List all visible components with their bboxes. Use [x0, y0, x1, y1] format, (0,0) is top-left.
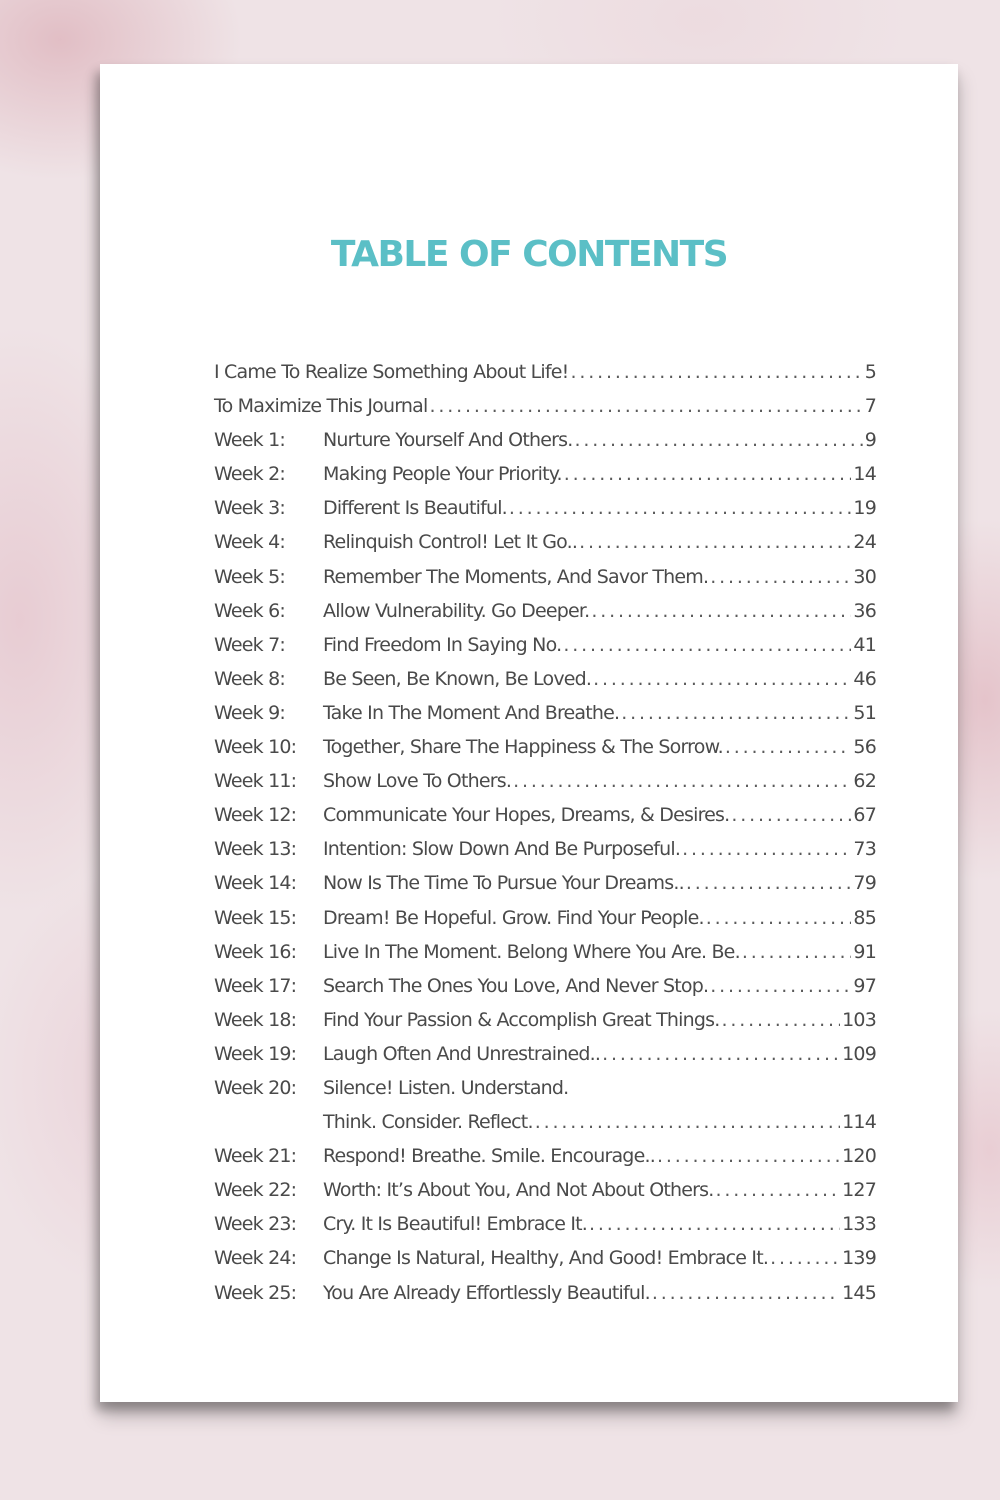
toc-week-label: Week 11:: [214, 770, 297, 793]
toc-entry: [214, 600, 876, 634]
toc-page-number: 5: [864, 361, 876, 383]
toc-entry-title: Nurture Yourself And Others.: [323, 429, 573, 452]
toc-dot-leader: [591, 600, 851, 622]
toc-entry-title: Find Your Passion & Accomplish Great Things.: [323, 1008, 720, 1031]
toc-entry-title: Be Seen, Be Known, Be Loved.: [323, 667, 592, 690]
toc-week-label: Week 25:: [214, 1281, 297, 1304]
toc-dot-leader: [657, 1145, 840, 1167]
toc-page-number: 127: [842, 1179, 876, 1202]
toc-week-label: Week 1:: [214, 429, 285, 452]
toc-dot-leader: [563, 634, 851, 656]
toc-entry-title: Respond! Breathe. Smile. Encourage..: [323, 1145, 655, 1168]
toc-dot-leader: [710, 566, 851, 588]
toc-entry-title: Different Is Beautiful.: [323, 497, 507, 520]
toc-dot-leader: [715, 1179, 840, 1201]
toc-entry: [214, 872, 876, 906]
toc-entry: [214, 907, 876, 941]
toc-week-label: Week 4:: [214, 531, 285, 554]
toc-entry-title: Search The Ones You Love, And Never Stop.: [323, 974, 709, 997]
toc-dot-leader: [686, 872, 852, 894]
toc-page-number: 97: [853, 974, 876, 997]
toc-page-number: 103: [842, 1008, 876, 1031]
toc-entry-title: Take In The Moment And Breathe.: [323, 701, 620, 724]
toc-page-number: 114: [842, 1111, 876, 1134]
toc-week-label: Week 21:: [214, 1145, 297, 1168]
toc-page-number: 91: [853, 940, 876, 963]
toc-page-number: 109: [842, 1042, 876, 1065]
toc-dot-leader: [574, 429, 862, 451]
toc-entry: [214, 1282, 876, 1316]
toc-dot-leader: [621, 702, 851, 724]
toc-entry: [214, 531, 876, 565]
toc-entry: [214, 1179, 876, 1213]
toc-entry-title: To Maximize This Journal: [214, 395, 428, 418]
toc-entry: [214, 1043, 876, 1077]
toc-week-label: Week 15:: [214, 906, 297, 929]
toc-dot-leader: [593, 668, 851, 690]
toc-week-label: Week 16:: [214, 940, 297, 963]
toc-dot-leader: [602, 1043, 840, 1065]
toc-entry: [214, 1111, 876, 1145]
toc-page-number: 56: [853, 736, 876, 759]
toc-entry-title: Live In The Moment. Belong Where You Are. Be.: [323, 940, 740, 963]
toc-week-label: Week 20:: [214, 1076, 297, 1099]
toc-entry: [214, 1009, 876, 1043]
toc-entry: [214, 1077, 876, 1111]
toc-entry-title: Communicate Your Hopes, Dreams, & Desires.: [323, 804, 730, 827]
toc-dot-leader: [710, 975, 851, 997]
toc-week-label: Week 7:: [214, 633, 285, 656]
toc-page-number: 79: [853, 872, 876, 895]
toc-week-label: Week 22:: [214, 1179, 297, 1202]
toc-dot-leader: [742, 941, 852, 963]
toc-dot-leader: [706, 907, 852, 929]
page-title: TABLE OF CONTENTS: [330, 234, 728, 275]
toc-entry: [214, 770, 876, 804]
toc-week-label: Week 13:: [214, 838, 297, 861]
toc-entry-title: Think. Consider. Reflect.: [323, 1111, 533, 1134]
toc-entry-title: Dream! Be Hopeful. Grow. Find Your People.: [323, 906, 704, 929]
toc-entry-title: Now Is The Time To Pursue Your Dreams..: [323, 872, 684, 895]
toc-entry-title: Change Is Natural, Healthy, And Good! Embrace It.: [323, 1247, 769, 1270]
toc-dot-leader: [579, 531, 851, 553]
toc-dot-leader: [513, 770, 851, 792]
toc-entry: [214, 702, 876, 736]
toc-week-label: Week 23:: [214, 1213, 297, 1236]
toc-entry: [214, 463, 876, 497]
toc-entry: [214, 975, 876, 1009]
toc-entry-title: I Came To Realize Something About Life!: [214, 361, 569, 383]
toc-page-number: 19: [853, 497, 876, 520]
toc-entry-title: Show Love To Others.: [323, 770, 512, 793]
toc-week-label: Week 8:: [214, 667, 285, 690]
toc-dot-leader: [770, 1247, 840, 1269]
table-of-contents: [214, 361, 876, 1316]
toc-dot-leader: [535, 1111, 840, 1133]
toc-dot-leader: [725, 736, 852, 758]
toc-dot-leader: [731, 804, 851, 826]
toc-page-number: 133: [842, 1213, 876, 1236]
toc-week-label: Week 3:: [214, 497, 285, 520]
toc-entry: [214, 804, 876, 838]
toc-page-number: 9: [864, 429, 876, 452]
toc-dot-leader: [564, 463, 852, 485]
toc-entry-title: Making People Your Priority.: [323, 463, 562, 486]
toc-week-label: Week 12:: [214, 804, 297, 827]
toc-entry: [214, 941, 876, 975]
toc-entry: [214, 361, 876, 395]
toc-dot-leader: [509, 497, 852, 519]
toc-entry-title: Remember The Moments, And Savor Them.: [323, 565, 709, 588]
toc-dot-leader: [721, 1009, 840, 1031]
toc-page-number: 73: [853, 838, 876, 861]
toc-entry: [214, 668, 876, 702]
toc-entry-title: Find Freedom In Saying No.: [323, 633, 562, 656]
toc-week-label: Week 5:: [214, 565, 285, 588]
toc-dot-leader: [570, 361, 862, 383]
toc-page-number: 41: [853, 633, 876, 656]
toc-page-number: 36: [853, 599, 876, 622]
toc-week-label: Week 2:: [214, 463, 285, 486]
toc-week-label: Week 24:: [214, 1247, 297, 1270]
toc-entry-title: Silence! Listen. Understand.: [323, 1076, 569, 1099]
toc-week-label: Week 6:: [214, 599, 285, 622]
toc-page-number: 120: [842, 1145, 876, 1168]
toc-page-number: 46: [853, 667, 876, 690]
toc-week-label: Week 19:: [214, 1042, 297, 1065]
toc-week-label: Week 14:: [214, 872, 297, 895]
toc-entry-title: Intention: Slow Down And Be Purposeful.: [323, 838, 681, 861]
toc-page-number: 67: [853, 804, 876, 827]
toc-dot-leader: [429, 395, 862, 417]
toc-page-number: 85: [853, 906, 876, 929]
toc-entry: [214, 838, 876, 872]
toc-entry: [214, 1145, 876, 1179]
toc-week-label: Week 9:: [214, 701, 285, 724]
toc-page-number: 24: [853, 531, 876, 554]
toc-dot-leader: [682, 838, 851, 860]
toc-entry: [214, 1213, 876, 1247]
toc-entry: [214, 395, 876, 429]
toc-entry-title: Allow Vulnerability. Go Deeper.: [323, 599, 590, 622]
toc-entry: [214, 634, 876, 668]
toc-week-label: Week 17:: [214, 974, 297, 997]
toc-entry-title: Worth: It’s About You, And Not About Others.: [323, 1179, 714, 1202]
toc-week-label: Week 10:: [214, 736, 297, 759]
toc-page-number: 51: [853, 701, 876, 724]
document-page: [100, 64, 958, 1402]
toc-entry: [214, 497, 876, 531]
toc-entry: [214, 429, 876, 463]
toc-page-number: 7: [864, 395, 876, 418]
toc-page-number: 14: [853, 463, 876, 486]
toc-entry-title: Together, Share The Happiness & The Sorrow.: [323, 736, 723, 759]
toc-dot-leader: [589, 1213, 840, 1235]
toc-page-number: 62: [853, 770, 876, 793]
toc-entry: [214, 736, 876, 770]
toc-entry: [214, 1247, 876, 1281]
toc-dot-leader: [652, 1282, 840, 1304]
toc-page-number: 145: [842, 1281, 876, 1304]
toc-entry-title: Cry. It Is Beautiful! Embrace It.: [323, 1213, 588, 1236]
toc-entry-title: Relinquish Control! Let It Go..: [323, 531, 578, 554]
toc-page-number: 139: [842, 1247, 876, 1270]
toc-entry-title: You Are Already Effortlessly Beautiful.: [323, 1281, 650, 1304]
toc-entry-title: Laugh Often And Unrestrained..: [323, 1042, 601, 1065]
toc-entry: [214, 566, 876, 600]
toc-page-number: 30: [853, 565, 876, 588]
toc-week-label: Week 18:: [214, 1008, 297, 1031]
